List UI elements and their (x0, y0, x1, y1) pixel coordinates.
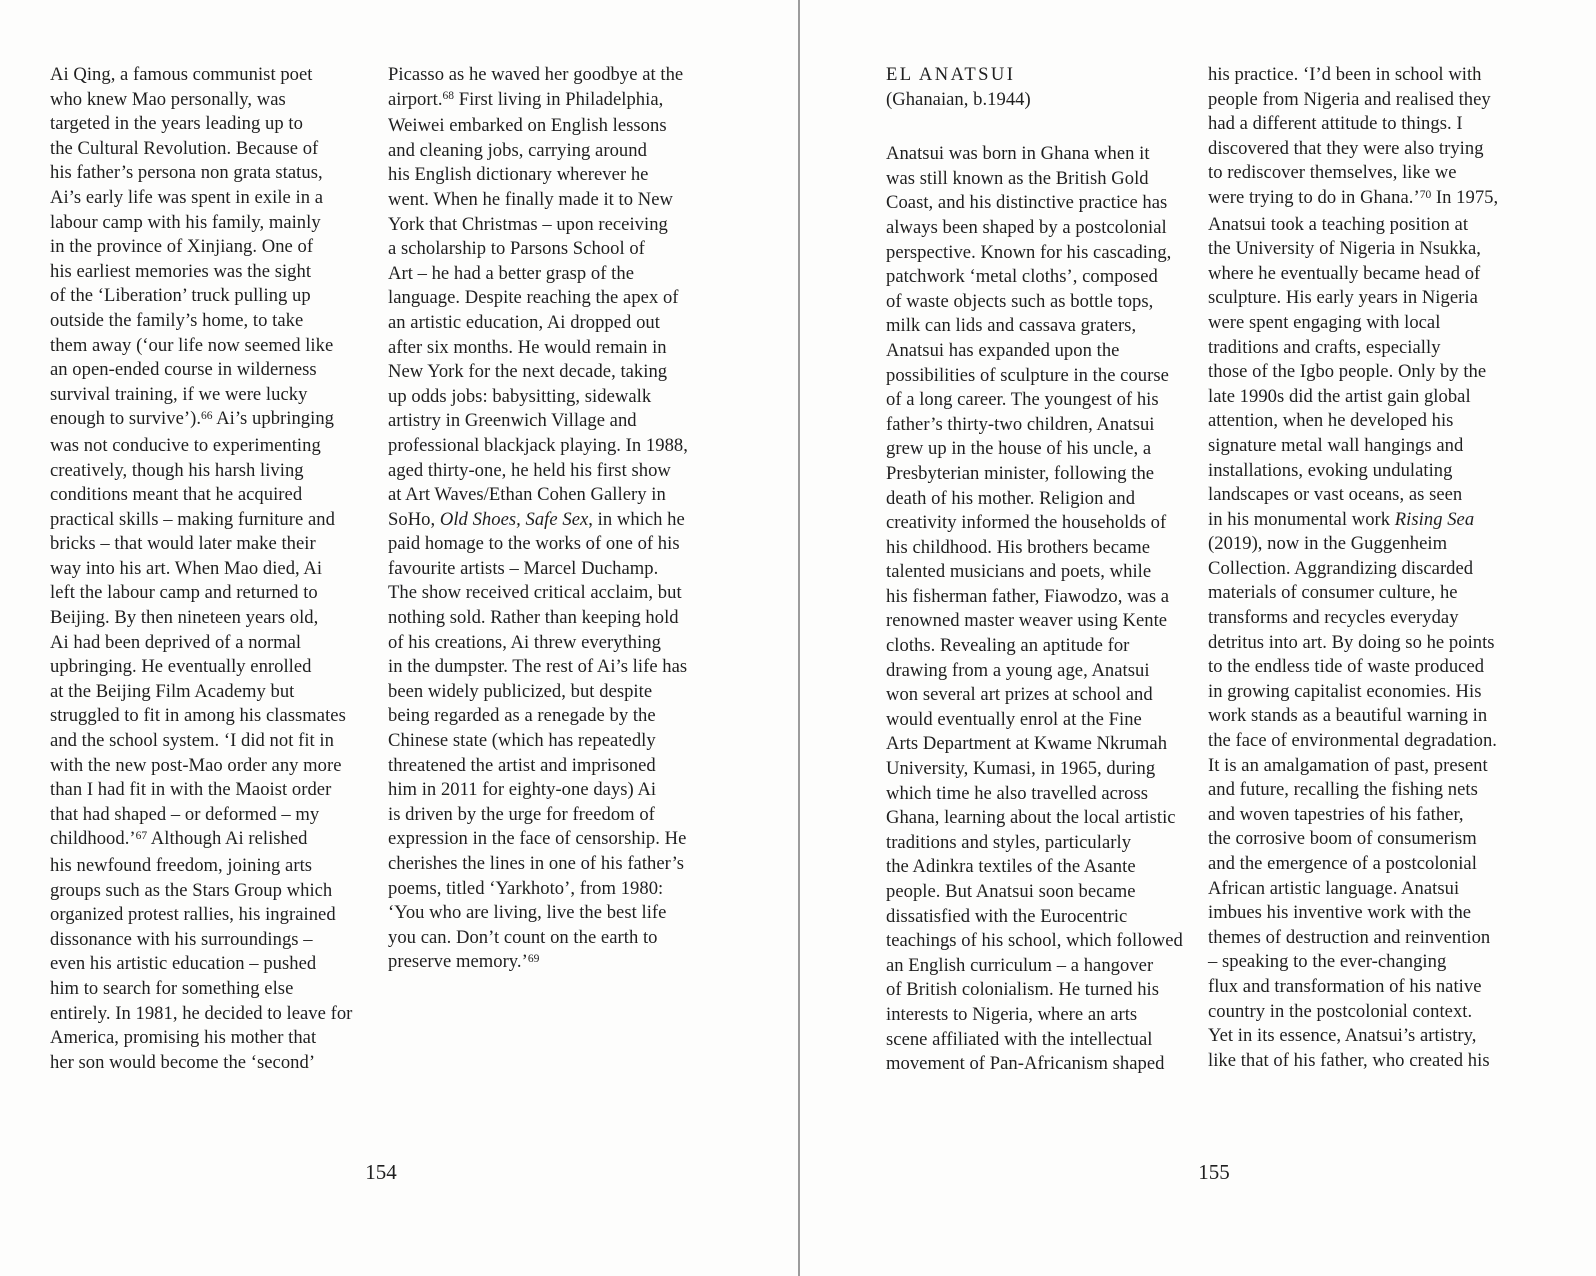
text-line: sculpture. His early years in Nigeria (1208, 287, 1478, 309)
text-line: of his creations, Ai threw everything (388, 631, 661, 653)
text-line: Picasso as he waved her goodbye at the (388, 64, 684, 85)
text-line: and cleaning jobs, carrying around (388, 139, 647, 161)
right-page-column-1 (886, 63, 1220, 1077)
text-line: groups such as the Stars Group which (50, 879, 333, 901)
text-line: of a long career. The youngest of his (886, 389, 1159, 411)
text-line: father’s thirty-two children, Anatsui (886, 413, 1155, 435)
text-line: Chinese state (which has repeatedly (388, 730, 656, 752)
text-line: interests to Nigeria, where an arts (886, 1003, 1138, 1025)
artist-heading (886, 63, 1220, 112)
text-line: enough to survive’).$^{66}$ Ai’s upbringing (50, 408, 334, 430)
text-line: and woven tapestries of his father, (1208, 803, 1464, 825)
text-line: that had shaped – or deformed – my (50, 803, 320, 825)
text-line: landscapes or vast oceans, as seen (1208, 484, 1463, 506)
text-line: them away (‘our life now seemed like (50, 334, 334, 356)
text-line: African artistic language. Anatsui (1208, 877, 1460, 899)
text-line: up odds jobs: babysitting, sidewalk (388, 385, 652, 407)
text-line: flux and transformation of his native (1208, 975, 1482, 997)
page-number-right: 155 (1198, 1160, 1230, 1184)
text-line: in his monumental work Rising Sea (1208, 508, 1475, 530)
text-line: than I had fit in with the Maoist order (50, 779, 332, 801)
text-line: and future, recalling the fishing nets (1208, 779, 1478, 801)
text-line: his practice. ‘I’d been in school with (1208, 64, 1482, 85)
text-line: nothing sold. Rather than keeping hold (388, 607, 679, 629)
text-line: preserve memory.’$^{69}$ (388, 951, 540, 973)
text-line: SoHo, Old Shoes, Safe Sex, in which he (388, 508, 685, 530)
text-line: scene affiliated with the intellectual (886, 1028, 1153, 1050)
text-line: Anatsui was born in Ghana when it (886, 143, 1150, 165)
text-line: a scholarship to Parsons School of (388, 238, 645, 260)
text-line: discovered that they were also trying (1208, 137, 1484, 159)
text-line: of the ‘Liberation’ truck pulling up (50, 285, 311, 307)
text-line: themes of destruction and reinvention (1208, 926, 1491, 948)
text-line: where he eventually became head of (1208, 262, 1481, 284)
text-line: Yet in its essence, Anatsui’s artistry, (1208, 1025, 1477, 1047)
text-line: drawing from a young age, Anatsui (886, 659, 1150, 681)
text-line: the University of Nigeria in Nsukka, (1208, 238, 1481, 260)
text-line: country in the postcolonial context. (1208, 1000, 1473, 1022)
text-line: survival training, if we were lucky (50, 383, 308, 405)
text-line: those of the Igbo people. Only by the (1208, 361, 1487, 383)
text-line: would eventually enrol at the Fine (886, 708, 1142, 730)
text-line: threatened the artist and imprisoned (388, 754, 656, 776)
text-line: in the province of Xinjiang. One of (50, 236, 314, 258)
text-line: his childhood. His brothers became (886, 536, 1151, 558)
text-line: (2019), now in the Guggenheim (1208, 533, 1448, 555)
text-line: labour camp with his family, mainly (50, 211, 321, 233)
artist-details: (Ghanaian, b.1944) (886, 88, 1031, 110)
text-line: Presbyterian minister, following the (886, 462, 1155, 484)
text-line: of waste objects such as bottle tops, (886, 290, 1154, 312)
text-line: had a different attitude to things. I (1208, 113, 1463, 135)
text-line: dissonance with his surroundings – (50, 928, 313, 950)
text-line: Ai’s early life was spent in exile in a (50, 186, 324, 208)
text-line: targeted in the years leading up to (50, 113, 303, 135)
text-line: the Adinkra textiles of the Asante (886, 856, 1136, 878)
text-line: an English curriculum – a hangover (886, 954, 1154, 976)
text-line: always been shaped by a postcolonial (886, 216, 1167, 238)
text-line: the Cultural Revolution. Because of (50, 137, 319, 159)
text-line: of British colonialism. He turned his (886, 979, 1160, 1001)
text-line: Art – he had a better grasp of the (388, 262, 634, 284)
text-line: milk can lids and cassava graters, (886, 315, 1137, 337)
text-line: upbringing. He eventually enrolled (50, 656, 312, 678)
artist-bio-text (886, 142, 1220, 1077)
text-line: outside the family’s home, to take (50, 309, 304, 331)
text-line: possibilities of sculpture in the course (886, 364, 1169, 386)
text-line: creatively, though his harsh living (50, 459, 304, 481)
text-line: materials of consumer culture, he (1208, 582, 1458, 604)
page-divider-rule (798, 0, 800, 1276)
left-page-column-2 (388, 63, 722, 977)
text-line: traditions and crafts, especially (1208, 336, 1441, 358)
text-line: which time he also travelled across (886, 782, 1149, 804)
text-line: It is an amalgamation of past, present (1208, 754, 1488, 776)
text-line: New York for the next decade, taking (388, 361, 668, 383)
text-line: the face of environmental degradation. (1208, 730, 1497, 752)
text-line: were spent engaging with local (1208, 311, 1441, 333)
text-line: childhood.’$^{67}$ Although Ai relished (50, 828, 308, 850)
text-line: imbues his inventive work with the (1208, 902, 1472, 924)
text-line: his earliest memories was the sight (50, 260, 312, 282)
text-line: Arts Department at Kwame Nkrumah (886, 733, 1168, 755)
text-line: work stands as a beautiful warning in (1208, 705, 1488, 727)
text-line: in the dumpster. The rest of Ai’s life has (388, 656, 688, 678)
text-line: Ai Qing, a famous communist poet (50, 64, 313, 85)
text-line: were trying to do in Ghana.’$^{70}$ In 1975, (1208, 186, 1499, 208)
text-line: organized protest rallies, his ingrained (50, 904, 336, 926)
text-line: an open-ended course in wilderness (50, 359, 317, 381)
artist-name: EL ANATSUI (886, 64, 1016, 85)
text-line: struggled to fit in among his classmates (50, 705, 346, 727)
text-line: conditions meant that he acquired (50, 484, 303, 506)
text-line: renowned master weaver using Kente (886, 610, 1168, 632)
text-line: – speaking to the ever-changing (1208, 951, 1447, 973)
text-line: Ghana, learning about the local artistic (886, 807, 1176, 829)
text-line: Ai had been deprived of a normal (50, 631, 302, 653)
text-line: Coast, and his distinctive practice has (886, 192, 1168, 214)
text-line: her son would become the ‘second’ (50, 1051, 316, 1073)
text-line: at the Beijing Film Academy but (50, 680, 295, 702)
text-line: the corrosive boom of consumerism (1208, 828, 1477, 850)
text-line: traditions and styles, particularly (886, 831, 1132, 853)
text-line: bricks – that would later make their (50, 533, 316, 555)
text-line: his newfound freedom, joining arts (50, 855, 313, 876)
text-line: death of his mother. Religion and (886, 487, 1136, 509)
text-line: airport.$^{68}$ First living in Philadelphia, (388, 88, 664, 110)
text-line: perspective. Known for his cascading, (886, 241, 1172, 263)
text-line: left the labour camp and returned to (50, 582, 318, 604)
text-line: was not conducive to experimenting (50, 434, 321, 456)
text-line: dissatisfied with the Eurocentric (886, 905, 1128, 927)
text-line: in growing capitalist economies. His (1208, 680, 1482, 702)
text-line: ‘You who are living, live the best life (388, 902, 667, 924)
text-line: favourite artists – Marcel Duchamp. (388, 557, 659, 579)
text-line: York that Christmas – upon receiving (388, 213, 668, 235)
text-line: late 1990s did the artist gain global (1208, 385, 1471, 407)
text-line: to the endless tide of waste produced (1208, 656, 1485, 678)
text-line: expression in the face of censorship. He (388, 828, 687, 850)
text-line: grew up in the house of his uncle, a (886, 438, 1152, 460)
text-line: was still known as the British Gold (886, 167, 1149, 189)
text-line: and the school system. ‘I did not fit in (50, 730, 334, 752)
text-line: entirely. In 1981, he decided to leave for (50, 1002, 353, 1024)
text-line: creativity informed the households of (886, 512, 1167, 534)
text-line: people. But Anatsui soon became (886, 881, 1136, 902)
text-line: even his artistic education – pushed (50, 953, 317, 975)
text-line: attention, when he developed his (1208, 410, 1454, 432)
text-line: is driven by the urge for freedom of (388, 803, 655, 825)
text-line: and the emergence of a postcolonial (1208, 853, 1477, 874)
text-line: like that of his father, who created his (1208, 1049, 1490, 1071)
text-line: you can. Don’t count on the earth to (388, 926, 658, 948)
text-line: cherishes the lines in one of his father’s (388, 853, 685, 874)
text-line: professional blackjack playing. In 1988, (388, 434, 688, 456)
text-line: movement of Pan-Africanism shaped (886, 1053, 1165, 1075)
text-line: transforms and recycles everyday (1208, 607, 1459, 629)
text-line: Weiwei embarked on English lessons (388, 115, 667, 137)
text-line: at Art Waves/Ethan Cohen Gallery in (388, 484, 666, 506)
text-line: language. Despite reaching the apex of (388, 287, 679, 309)
text-line: talented musicians and poets, while (886, 561, 1152, 583)
text-line: artistry in Greenwich Village and (388, 410, 637, 432)
text-line: him to search for something else (50, 977, 294, 999)
text-line: way into his art. When Mao died, Ai (50, 557, 323, 579)
text-line: him in 2011 for eighty-one days) Ai (388, 779, 657, 801)
text-line: poems, titled ‘Yarkhoto’, from 1980: (388, 877, 664, 899)
text-line: aged thirty-one, he held his first show (388, 459, 671, 481)
text-line: after six months. He would remain in (388, 336, 667, 358)
text-line: practical skills – making furniture and (50, 508, 335, 530)
text-line: being regarded as a renegade by the (388, 705, 656, 727)
text-line: installations, evoking undulating (1208, 459, 1453, 481)
text-line: his father’s persona non grata status, (50, 162, 323, 184)
page-number-left: 154 (365, 1160, 397, 1184)
text-line: signature metal wall hangings and (1208, 434, 1464, 456)
text-line: people from Nigeria and realised they (1208, 88, 1491, 110)
text-line: with the new post-Mao order any more (50, 754, 342, 776)
text-line: went. When he finally made it to New (388, 188, 673, 210)
text-line: his fisherman father, Fiawodzo, was a (886, 585, 1170, 607)
text-line: cloths. Revealing an aptitude for (886, 635, 1130, 657)
right-page-column-2 (1208, 63, 1542, 1073)
text-line: Anatsui took a teaching position at (1208, 213, 1469, 235)
text-line: Beijing. By then nineteen years old, (50, 607, 319, 629)
text-line: America, promising his mother that (50, 1027, 317, 1049)
text-line: his English dictionary wherever he (388, 164, 649, 186)
text-line: Collection. Aggrandizing discarded (1208, 557, 1474, 579)
text-line: Anatsui has expanded upon the (886, 339, 1120, 361)
text-line: been widely publicized, but despite (388, 680, 653, 702)
left-page-column-1 (50, 63, 384, 1075)
text-line: detritus into art. By doing so he points (1208, 631, 1495, 653)
text-line: University, Kumasi, in 1965, during (886, 758, 1156, 780)
text-line: The show received critical acclaim, but (388, 582, 682, 604)
text-line: teachings of his school, which followed (886, 930, 1183, 952)
heading-gap (886, 112, 1220, 142)
text-line: patchwork ‘metal cloths’, composed (886, 266, 1158, 288)
text-line: paid homage to the works of one of his (388, 533, 680, 555)
text-line: won several art prizes at school and (886, 684, 1153, 706)
text-line: who knew Mao personally, was (50, 88, 286, 110)
text-line: to rediscover themselves, like we (1208, 162, 1457, 184)
text-line: an artistic education, Ai dropped out (388, 311, 660, 333)
